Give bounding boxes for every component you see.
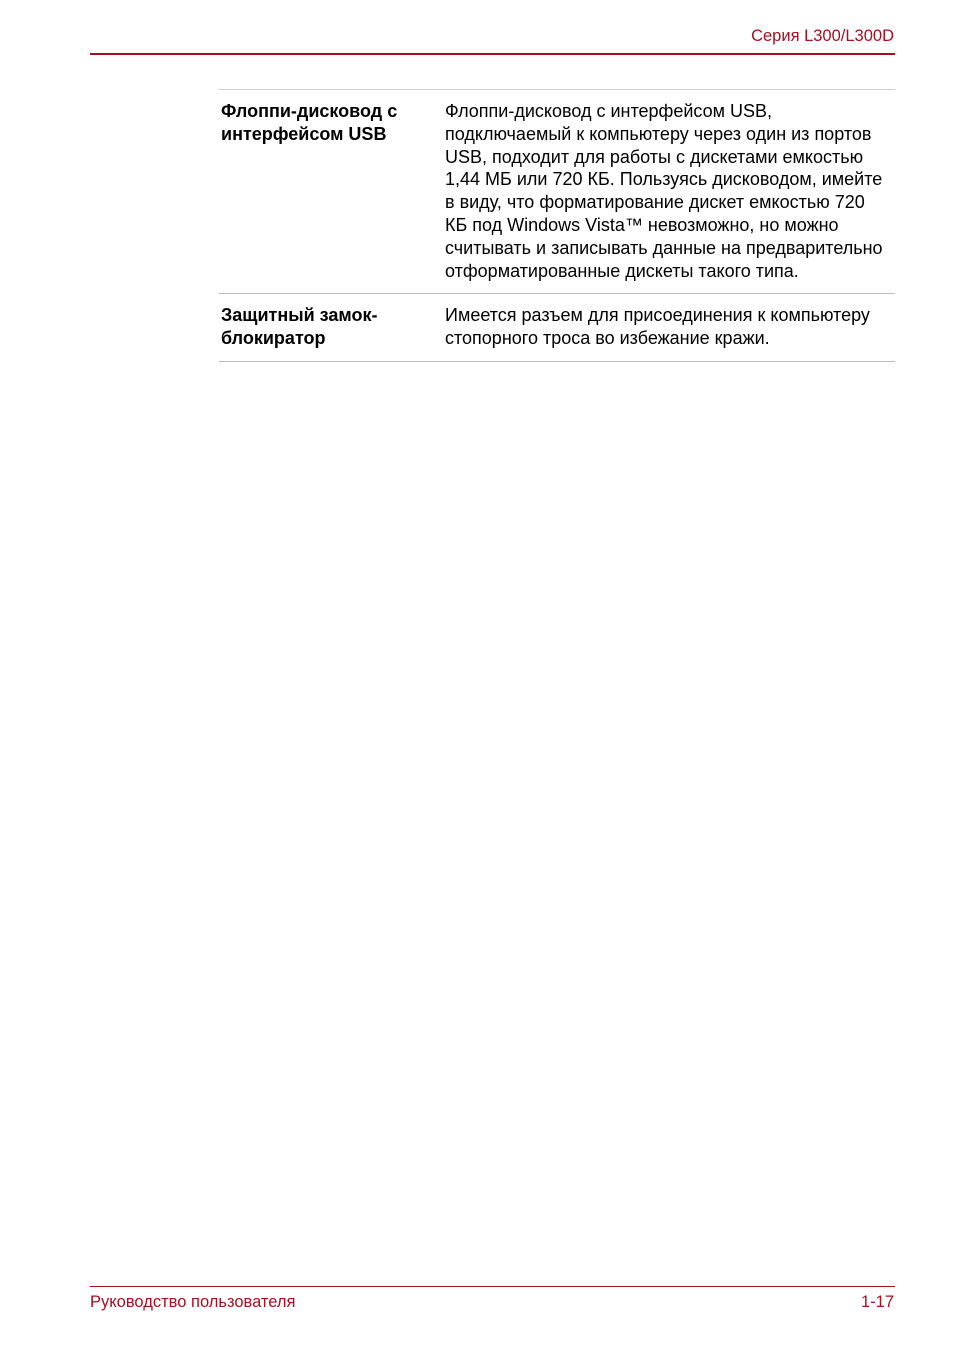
footer-rule xyxy=(90,1286,895,1287)
spec-term-line: Флоппи-дисковод с xyxy=(221,101,398,121)
header-rule xyxy=(90,53,895,55)
header-title: Серия L300/L300D xyxy=(751,27,894,45)
spec-description: Флоппи-дисковод с интерфейсом USB, подключаемый к компьютеру через один из портов USB, подходит для работы с дискетами емкостью 1,44 МБ или 720 КБ. Пользуясь дисководом, имейте в виду, что форматирование дискет емкостью 720 КБ под Windows Vista™ невозможно, но можно считывать и записывать данные на предварительно отформатированные дискеты такого типа. xyxy=(445,101,883,281)
spec-term-line: Защитный замок- xyxy=(221,305,378,326)
footer-page-number: 1-17 xyxy=(860,1293,894,1311)
spec-term-line: интерфейсом USB xyxy=(221,123,387,144)
footer-manual-title: Руководство пользователя xyxy=(90,1293,296,1311)
spec-term-line: блокиратор xyxy=(221,328,326,349)
spec-table xyxy=(219,89,895,362)
spec-row-security-lock xyxy=(219,294,895,362)
spec-row-floppy xyxy=(219,90,895,294)
spec-term xyxy=(219,304,445,350)
spec-term xyxy=(219,100,445,282)
spec-description: Имеется разъем для присоединения к компьютеру стопорного троса во избежание кражи. xyxy=(445,305,870,349)
